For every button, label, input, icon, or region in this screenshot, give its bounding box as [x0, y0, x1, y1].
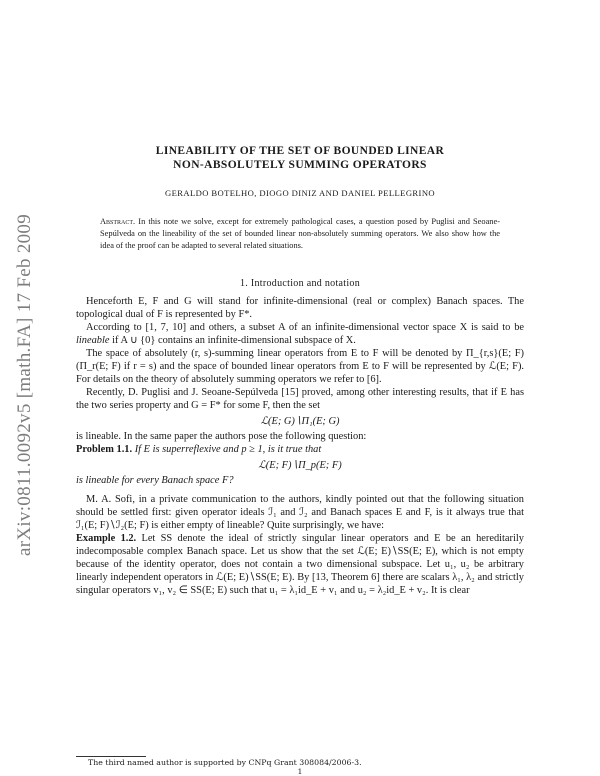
equation-1: ℒ(E; G)∖Π₁(E; G) — [260, 416, 340, 427]
footnote-rule — [76, 756, 146, 757]
lineable-term: lineable — [76, 335, 110, 346]
body-text — [76, 295, 524, 597]
paragraph-7: M. A. Sofi, in a private communication to the authors, kindly pointed out that the following situation should be settled first: given operator ideals ℐ₁ and ℐ₂ and Banach spaces E and F, is it always true that ℐ₁(E; F)∖ℐ₂(E; F) is either empty of lineable? Quite surprisingly, we have: — [76, 494, 524, 531]
page-number: 1 — [297, 767, 303, 776]
paragraph-2-b: if A ∪ {0} contains an infinite-dimensional subspace of X. — [109, 335, 356, 346]
paper-content — [76, 144, 524, 597]
example-label: Example 1.2. — [76, 533, 137, 544]
example-text: Let SS denote the ideal of strictly singular linear operators and E be an hereditarily indecomposable complex Banach space. Let us show that the set ℒ(E; E)∖SS(E; E), which is not empty because of the identity operator, does not contain a two dimensional subspace. Let u₁, u₂ be arbitrary linearly independent operators in ℒ(E; E)∖SS(E; E). By [13, Theorem 6] there are scalars λ₁, λ₂ and strictly singular operators v₁, v₂ ∈ SS(E; E) such that u₁ = λ₁id_E + v₁ and u₂ = λ₂id_E + v₂. It is clear — [76, 533, 524, 596]
paragraph-5: is lineable. In the same paper the authors pose the following question: — [76, 431, 367, 442]
paragraph-2-a: According to [1, 7, 10] and others, a subset A of an infinite-dimensional vector space X is said to be — [86, 322, 524, 333]
abstract — [100, 216, 500, 252]
section-heading: 1. Introduction and notation — [239, 278, 361, 289]
paragraph-4: Recently, D. Puglisi and J. Seoane-Sepúlveda [15] proved, among other interesting results, that if E has the two series property and G = F* for some F, then the set — [76, 387, 524, 411]
author-list: GERALDO BOTELHO, DIOGO DINIZ AND DANIEL PELLEGRINO — [164, 188, 436, 198]
paragraph-3: The space of absolutely (r, s)-summing linear operators from E to F will be denoted by Π_{r,s}(E; F) (Π_r(E; F) if r = s) and the space of bounded linear operators from E to F will be represented by ℒ(E; F). For details on the theory of absolutely summing operators we refer to [6]. — [76, 348, 524, 385]
paragraph-6 — [76, 474, 524, 487]
example-1-2 — [76, 532, 524, 597]
arxiv-stamp — [8, 180, 42, 590]
abstract-text: In this note we solve, except for extremely pathological cases, a question posed by Puglisi and Seoane-Sepúlveda on the lineability of the set of bounded linear non-absolutely summing operators. We also show how the idea of the proof can be adapted to several related situations. — [100, 217, 501, 250]
problem-label: Problem 1.1. — [76, 444, 133, 455]
title-line-1: LINEABILITY OF THE SET OF BOUNDED LINEAR — [155, 145, 445, 157]
problem-1-1 — [76, 443, 524, 456]
problem-text: If E is superreflexive and p ≥ 1, is it true that — [134, 444, 322, 455]
footnote: The third named author is supported by CNPq Grant 308084/2006-3. — [88, 758, 362, 767]
paragraph-6-text: is lineable for every Banach space F? — [76, 475, 234, 486]
paper-title — [76, 144, 524, 172]
arxiv-stamp-text: arXiv:0811.0092v5 [math.FA] 17 Feb 2009 — [14, 213, 35, 557]
title-line-2: NON-ABSOLUTELY SUMMING OPERATORS — [173, 159, 427, 171]
abstract-label: Abstract. — [100, 217, 136, 226]
paragraph-2 — [76, 321, 524, 347]
equation-2: ℒ(E; F)∖Π_p(E; F) — [258, 460, 342, 471]
paragraph-1: Henceforth E, F and G will stand for infinite-dimensional (real or complex) Banach spaces. The topological dual of F is represented by F*. — [76, 296, 524, 320]
